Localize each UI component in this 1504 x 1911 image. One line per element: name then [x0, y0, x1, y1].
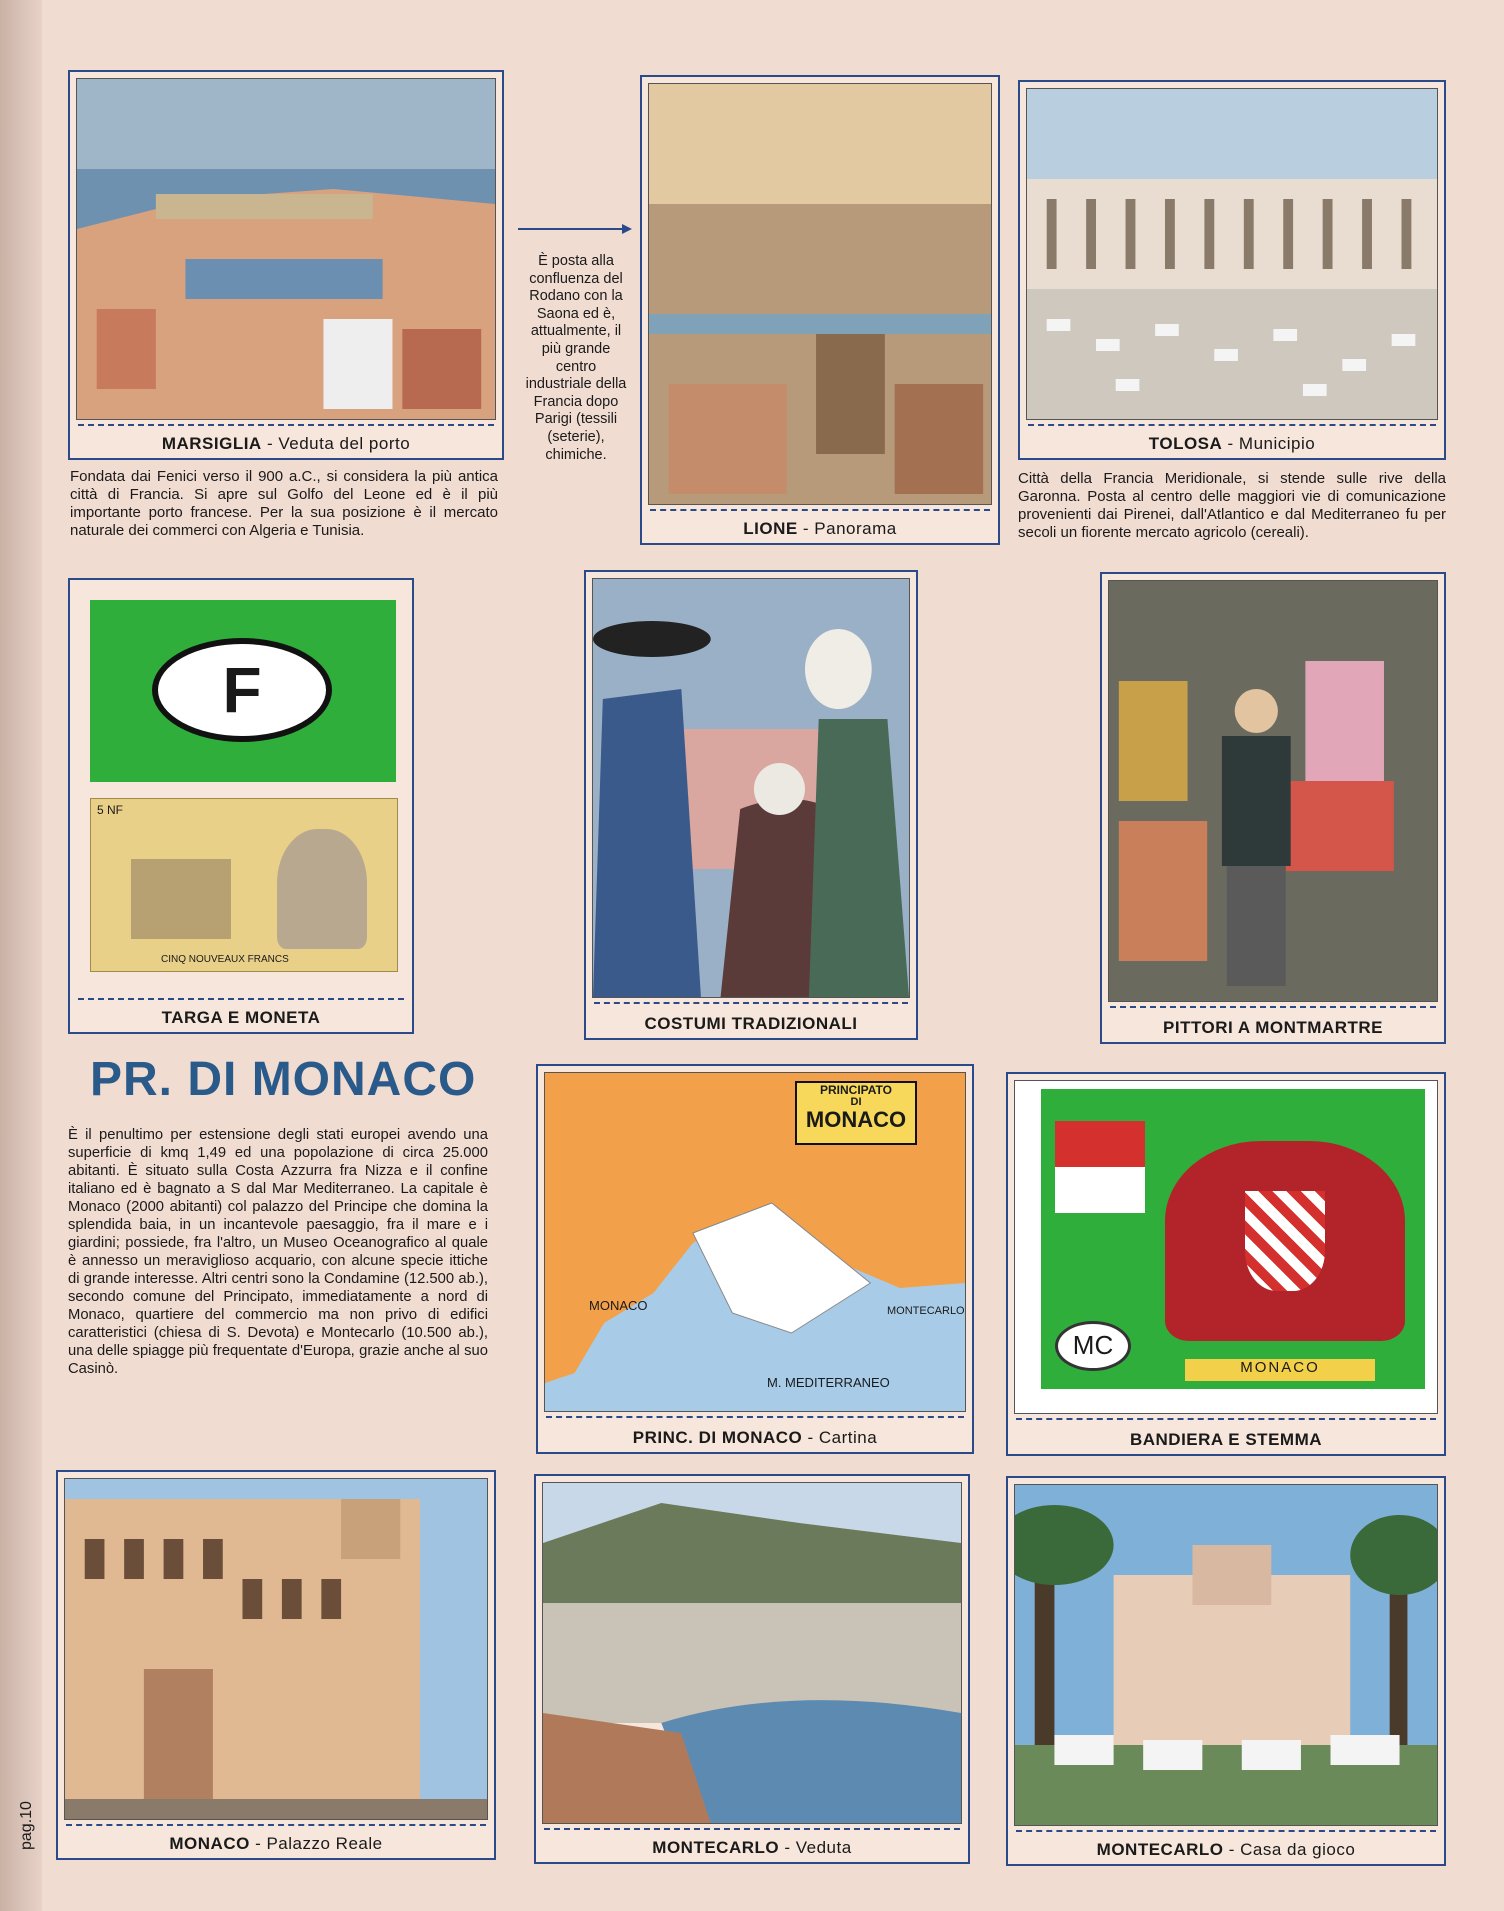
cut-line: [78, 424, 494, 426]
caption-pittori: PITTORI A MONTMARTRE: [1163, 1018, 1383, 1037]
card-palazzo: [56, 1470, 496, 1860]
cut-line: [1028, 424, 1436, 426]
cut-line: [78, 998, 404, 1000]
banknote-value: 5 NF: [97, 803, 124, 817]
photo-marsiglia-port: [76, 78, 496, 420]
map-label-monaco: MONACO: [589, 1298, 648, 1313]
caption-marsiglia: MARSIGLIA - Veduta del porto: [161, 434, 411, 453]
coat-banner: MONACO: [1185, 1359, 1375, 1381]
caption-lione: LIONE - Panorama: [743, 519, 897, 538]
card-bandiera: [1006, 1072, 1446, 1456]
flag-white: [1055, 1167, 1145, 1213]
photo-palazzo-reale: [64, 1478, 488, 1820]
text-monaco: È il penultimo per estensione degli stati europei avendo una superficie di kmq 1,49 ed una popolazione di circa 25.000 abitanti. È situato sulla Costa Azzurra fra Nizza e il confine italiano ed è bagnato a S dal Mar Mediterraneo. La capitale è Monaco (2000 abitanti) col palazzo del Principe che domina la splendida baia, in un incantevole paesaggio, fra il mare e i giardini; possiede, fra l'altro, un Museo Oceanografico al quale è annesso un meraviglioso acquario, con alcune specie ittiche di grande interesse. Altri centri sono la Condamine (12.500 ab.), secondo comune del Principato, immediatamente a nord di Monaco, quartiere del commercio ma non privo di edifici caratteristici (chiesa di S. Devota) e Montecarlo (10.500 ab.), una delle spiagge più frequentate d'Europa, grazie anche al suo Casinò.: [68, 1127, 488, 1377]
cut-line: [1016, 1418, 1436, 1420]
plate-flag: [90, 600, 396, 782]
page-binding-edge: [0, 0, 42, 1911]
photo-tolosa-municipio: [1026, 88, 1438, 420]
photo-montecarlo-veduta: [542, 1482, 962, 1824]
card-veduta: [534, 1474, 970, 1864]
photo-costumi: [592, 578, 910, 998]
banknote-portrait: [277, 829, 367, 949]
coat-mc-oval: MC: [1055, 1321, 1131, 1371]
cut-line: [546, 1416, 964, 1418]
text-lione: È posta alla confluenza del Rodano con la Saona ed è, attualmente, il più grande centro industriale della Francia dopo Parigi (tessili (seterie), chimiche.: [525, 253, 627, 463]
cut-line: [1016, 1830, 1436, 1832]
map-label-sea: M. MEDITERRANEO: [767, 1375, 890, 1390]
coat-shield: [1245, 1191, 1325, 1291]
card-marsiglia: [68, 70, 504, 460]
banknote: [90, 798, 398, 972]
photo-casino: [1014, 1484, 1438, 1826]
cut-line: [1110, 1006, 1436, 1008]
map-monaco: [544, 1072, 966, 1412]
caption-targa: TARGA E MONETA: [161, 1008, 321, 1027]
text-marsiglia: Fondata dai Fenici verso il 900 a.C., si considera la più antica città di Francia. Si apre sul Golfo del Leone ed è il più importante porto francese. Per la sua posizione è il mercato naturale dei commerci con Algeria e Tunisia.: [70, 468, 498, 539]
flag-coat-of-arms: [1014, 1080, 1438, 1414]
cut-line: [66, 1824, 486, 1826]
card-costumi: [584, 570, 918, 1040]
card-tolosa: [1018, 80, 1446, 460]
cut-line: [544, 1828, 960, 1830]
map-header-big: MONACO: [805, 1107, 907, 1132]
caption-bandiera: BANDIERA E STEMMA: [1129, 1430, 1323, 1449]
caption-cartina: PRINC. DI MONACO - Cartina: [632, 1428, 878, 1447]
map-header-top: PRINCIPATO: [819, 1083, 892, 1097]
banknote-building: [131, 859, 231, 939]
plate-oval: F: [152, 638, 332, 742]
map-header-box: [795, 1081, 917, 1145]
caption-costumi: COSTUMI TRADIZIONALI: [644, 1014, 858, 1033]
card-casa: [1006, 1476, 1446, 1866]
photo-pittori: [1108, 580, 1438, 1002]
caption-tolosa: TOLOSA - Municipio: [1148, 434, 1316, 453]
section-title-monaco: PR. DI MONACO: [90, 1053, 477, 1106]
arrow-lione: [518, 222, 626, 232]
card-lione: [640, 75, 1000, 545]
card-cartina: [536, 1064, 974, 1454]
banknote-text: CINQ NOUVEAUX FRANCS: [161, 954, 289, 965]
map-header-mid: DI: [850, 1096, 862, 1108]
photo-lione-panorama: [648, 83, 992, 505]
cut-line: [594, 1002, 908, 1004]
caption-casa: MONTECARLO - Casa da gioco: [1096, 1840, 1356, 1859]
flag-red: [1055, 1121, 1145, 1167]
text-tolosa: Città della Francia Meridionale, si stende sulle rive della Garonna. Posta al centro delle maggiori vie di comunicazione provenienti dai Pirenei, dall'Atlantico e dal Mediterraneo fu per secoli un fiorente mercato agricolo (cereali).: [1018, 470, 1446, 541]
map-label-montecarlo: MONTECARLO: [887, 1305, 965, 1317]
caption-veduta: MONTECARLO - Veduta: [652, 1838, 852, 1857]
caption-palazzo: MONACO - Palazzo Reale: [169, 1834, 383, 1853]
page-number: pag.10: [18, 1801, 35, 1850]
card-targa-moneta: [68, 578, 414, 1034]
card-pittori: [1100, 572, 1446, 1044]
photo-plate-banknote: [76, 586, 406, 990]
cut-line: [650, 509, 990, 511]
